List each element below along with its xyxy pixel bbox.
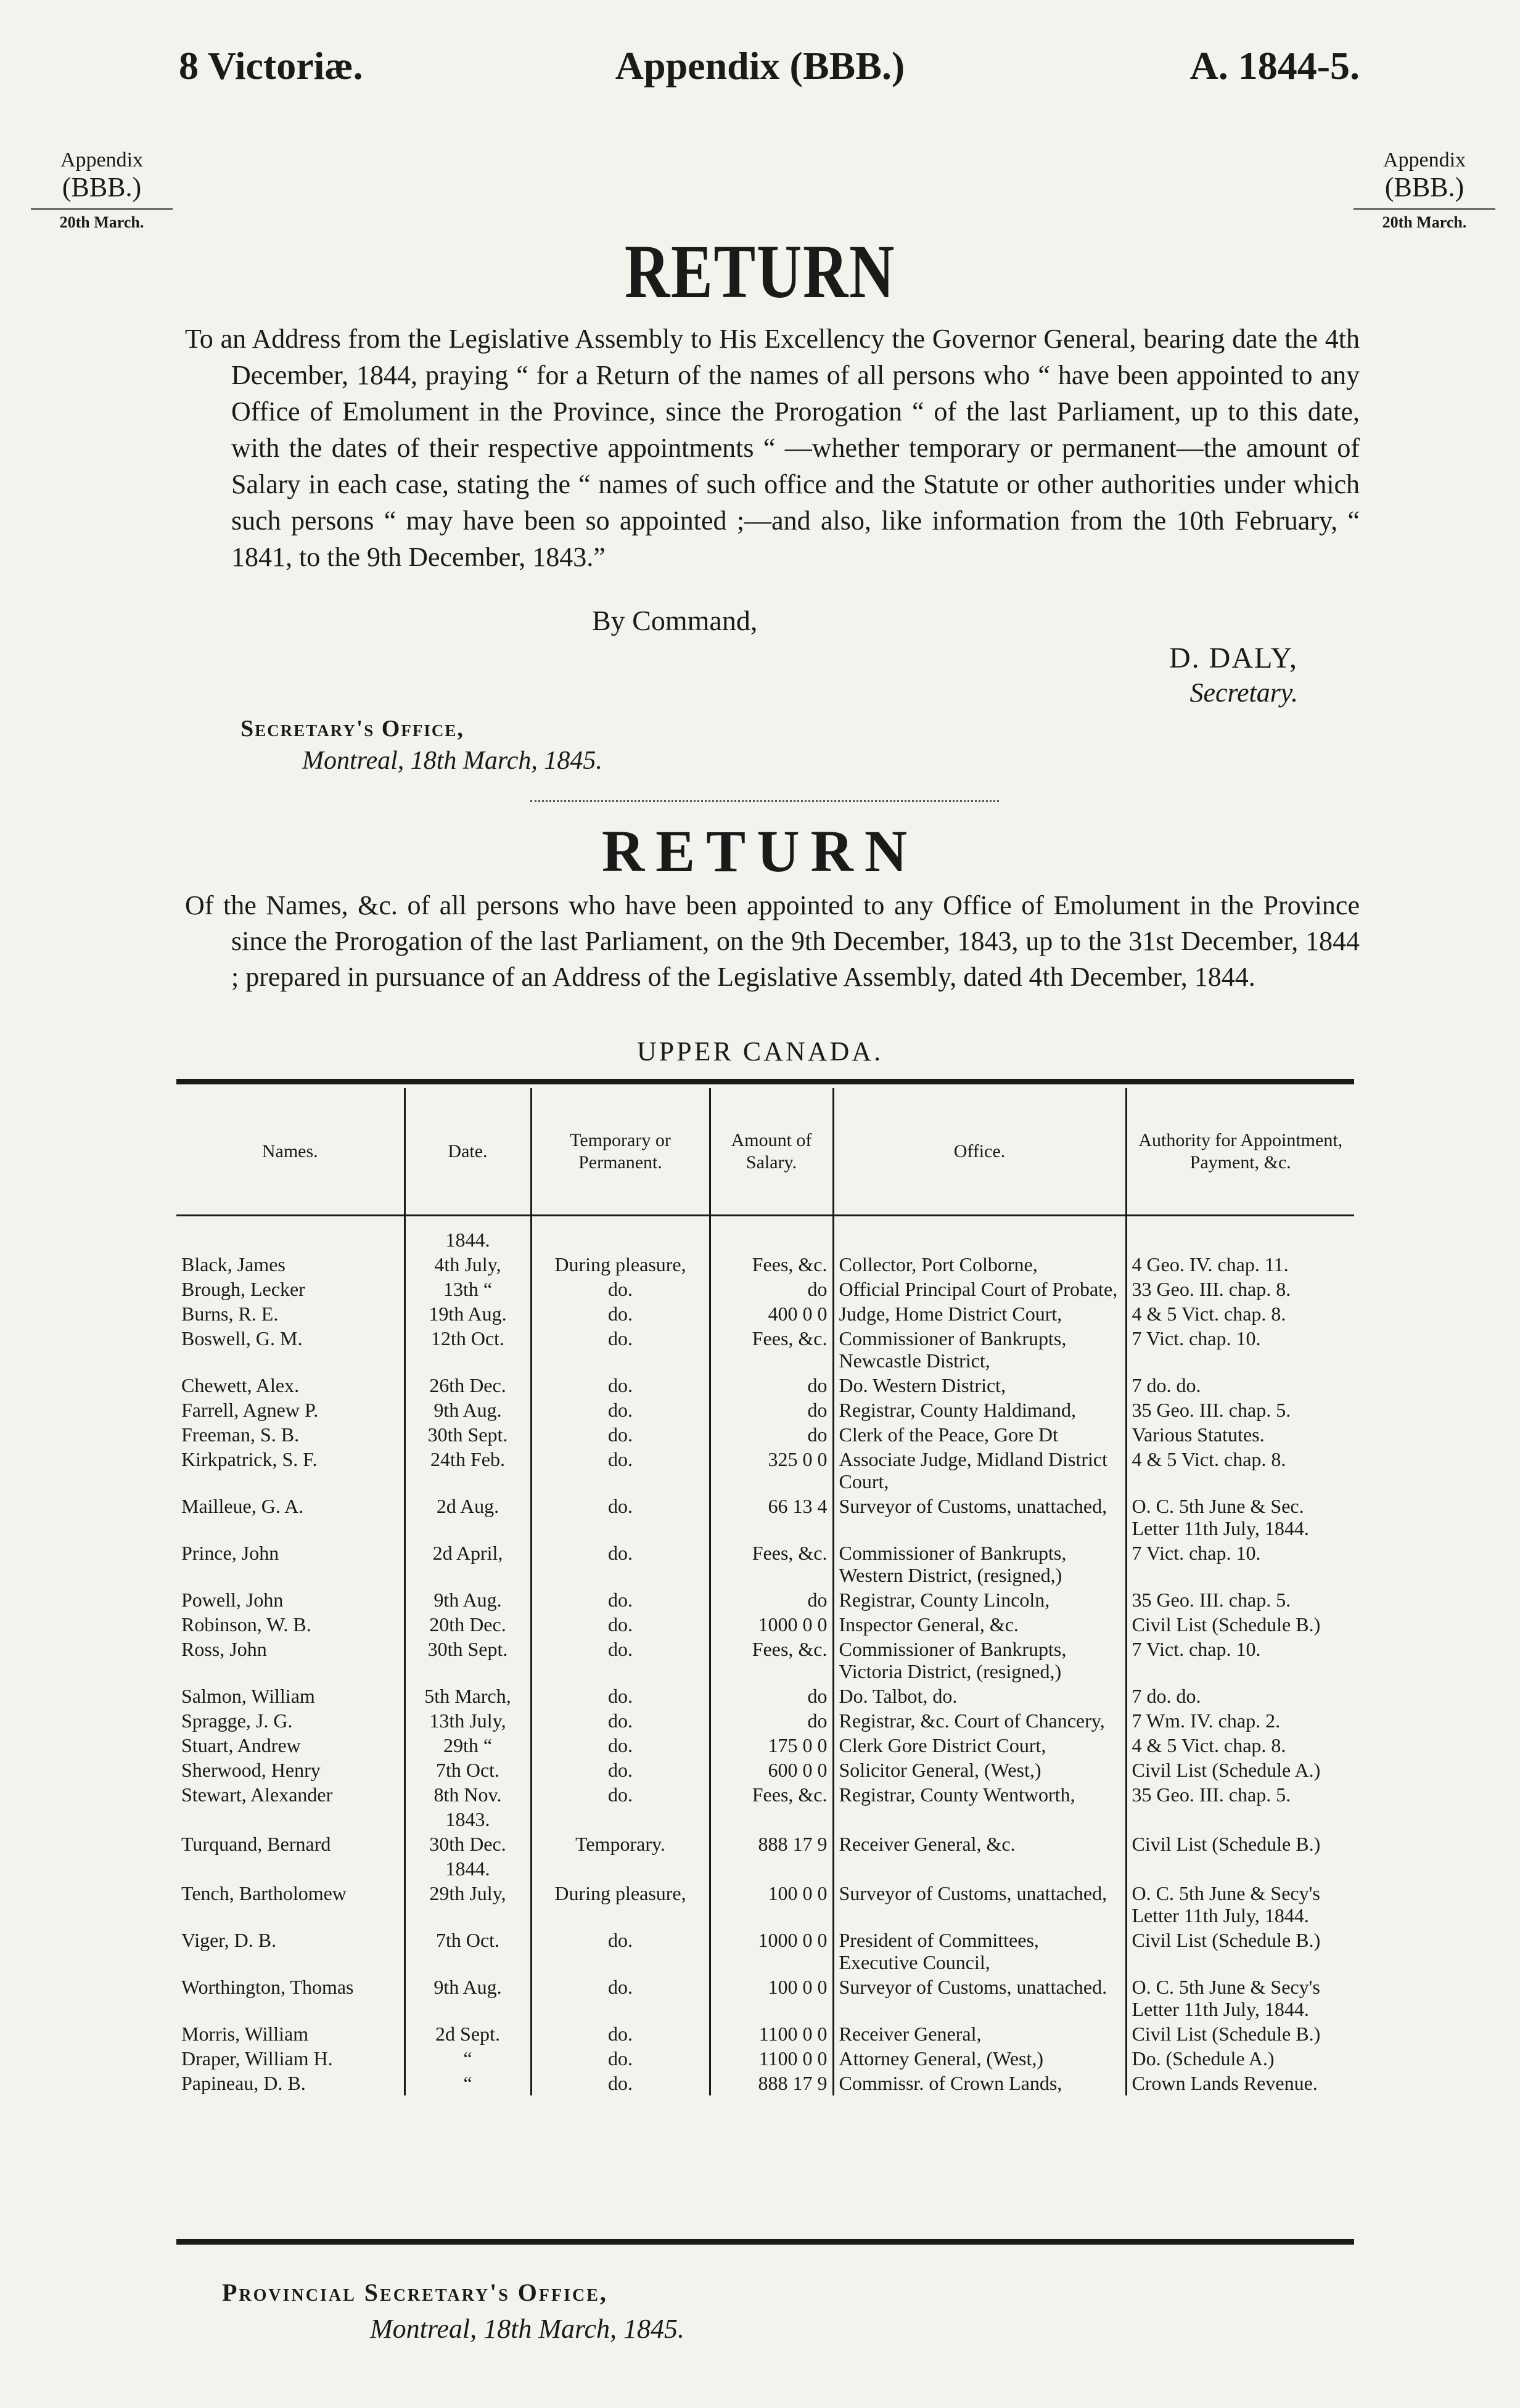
cell-amount: 1000 0 0 — [710, 1612, 833, 1637]
cell-office: Do. Western District, — [833, 1373, 1126, 1398]
cell-authority: Civil List (Schedule B.) — [1126, 2021, 1354, 2046]
margin-note-right-line1: Appendix — [1382, 149, 1466, 171]
cell-tenure: During pleasure, — [531, 1252, 710, 1277]
signer-name: D. DALY, — [1169, 642, 1298, 674]
cell-authority: Crown Lands Revenue. — [1126, 2071, 1354, 2095]
cell-authority: 7 do. do. — [1126, 1373, 1354, 1398]
section-divider — [530, 800, 999, 802]
cell-amount: do — [710, 1708, 833, 1733]
header-amount: Amount of Salary. — [710, 1088, 833, 1216]
first-return-paragraph: To an Address from the Legislative Assembly to His Excellency the Governor General, bearing date the 4th December, 1844, praying “ for a Return of the names of all persons who “ have been appointed to any Office of Emolument in the Province, since the Prorogation “ of the last Parliament, up to this date, with the dates of their respective appointments “ —whether temporary or permanent—the amount of Salary in each case, stating the “ names of such office and the Statute or other authorities under which such persons “ may have been so appointed ;—and also, like information from the 10th February, “ 1841, to the 9th December, 1843.” — [185, 324, 1360, 572]
margin-note-left — [31, 148, 173, 232]
cell-date: 13th “ — [405, 1277, 531, 1301]
year-row — [176, 1807, 1354, 1832]
cell-office: Attorney General, (West,) — [833, 2046, 1126, 2071]
cell-amount: Fees, &c. — [710, 1637, 833, 1684]
cell-date: 29th “ — [405, 1733, 531, 1758]
header-date: Date. — [405, 1088, 531, 1216]
table-row — [176, 1733, 1354, 1758]
table-row — [176, 1612, 1354, 1637]
cell-office: Receiver General, &c. — [833, 1832, 1126, 1856]
margin-note-right — [1354, 148, 1495, 232]
cell-date: 2d April, — [405, 1541, 531, 1587]
cell-name: Freeman, S. B. — [181, 1423, 300, 1446]
cell-name: Turquand, Bernard — [181, 1833, 331, 1855]
cell-authority: 7 Vict. chap. 10. — [1126, 1541, 1354, 1587]
table-body — [176, 1216, 1354, 2096]
table-row — [176, 1422, 1354, 1447]
cell-office: Registrar, County Haldimand, — [833, 1398, 1126, 1422]
header-rule-row — [176, 1216, 1354, 1228]
table-row — [176, 1277, 1354, 1301]
cell-authority: 35 Geo. III. chap. 5. — [1126, 1398, 1354, 1422]
cell-name: Papineau, D. B. — [181, 2072, 306, 2094]
cell-authority: 7 Wm. IV. chap. 2. — [1126, 1708, 1354, 1733]
cell-tenure: do. — [531, 1541, 710, 1587]
cell-tenure: do. — [531, 1494, 710, 1541]
cell-name: Mailleue, G. A. — [181, 1495, 304, 1517]
cell-date: 2d Sept. — [405, 2021, 531, 2046]
table-row — [176, 1301, 1354, 1326]
cell-tenure: do. — [531, 1733, 710, 1758]
cell-authority: Civil List (Schedule A.) — [1126, 1758, 1354, 1782]
year-row — [176, 1856, 1354, 1881]
cell-office: Receiver General, — [833, 2021, 1126, 2046]
cell-date: 30th Dec. — [405, 1832, 531, 1856]
table-row — [176, 1447, 1354, 1494]
cell-name: Tench, Bartholomew — [181, 1882, 347, 1904]
cell-name: Robinson, W. B. — [181, 1613, 311, 1636]
table-header-row — [176, 1088, 1354, 1216]
cell-office: Surveyor of Customs, unattached, — [833, 1494, 1126, 1541]
table-row — [176, 1758, 1354, 1782]
margin-note-left-line1: Appendix — [60, 149, 144, 171]
table-row — [176, 1587, 1354, 1612]
cell-office: Associate Judge, Midland District Court, — [833, 1447, 1126, 1494]
cell-office: Inspector General, &c. — [833, 1612, 1126, 1637]
cell-tenure: Temporary. — [531, 1832, 710, 1856]
table-row — [176, 1326, 1354, 1373]
cell-authority: 7 do. do. — [1126, 1684, 1354, 1708]
cell-tenure: do. — [531, 1326, 710, 1373]
cell-authority: Do. (Schedule A.) — [1126, 2046, 1354, 2071]
table-row — [176, 1881, 1354, 1928]
table-row — [176, 1373, 1354, 1398]
cell-tenure: do. — [531, 1758, 710, 1782]
cell-tenure: do. — [531, 2046, 710, 2071]
running-header-right: A. 1844-5. — [1189, 44, 1360, 88]
cell-tenure: do. — [531, 1373, 710, 1398]
cell-office: Commissr. of Crown Lands, — [833, 2071, 1126, 2095]
cell-name: Stewart, Alexander — [181, 1783, 333, 1806]
cell-office: Do. Talbot, do. — [833, 1684, 1126, 1708]
table-row — [176, 1832, 1354, 1856]
cell-name: Prince, John — [181, 1542, 279, 1564]
cell-tenure: do. — [531, 1398, 710, 1422]
table-row — [176, 2021, 1354, 2046]
cell-amount: 325 0 0 — [710, 1447, 833, 1494]
cell-tenure: do. — [531, 2021, 710, 2046]
cell-amount: 888 17 9 — [710, 1832, 833, 1856]
table-row — [176, 1975, 1354, 2021]
cell-authority: 4 Geo. IV. chap. 11. — [1126, 1252, 1354, 1277]
cell-authority: 4 & 5 Vict. chap. 8. — [1126, 1733, 1354, 1758]
cell-date: 7th Oct. — [405, 1928, 531, 1975]
cell-office: Registrar, County Lincoln, — [833, 1587, 1126, 1612]
cell-authority: 7 Vict. chap. 10. — [1126, 1326, 1354, 1373]
cell-tenure: do. — [531, 1587, 710, 1612]
cell-tenure: do. — [531, 1684, 710, 1708]
table-row — [176, 1928, 1354, 1975]
cell-amount: do — [710, 1684, 833, 1708]
cell-amount: 888 17 9 — [710, 2071, 833, 2095]
cell-tenure: During pleasure, — [531, 1881, 710, 1928]
cell-amount: 400 0 0 — [710, 1301, 833, 1326]
year-label: 1843. — [405, 1807, 531, 1832]
cell-authority: 35 Geo. III. chap. 5. — [1126, 1782, 1354, 1807]
cell-date: 13th July, — [405, 1708, 531, 1733]
table-row — [176, 1684, 1354, 1708]
cell-amount: Fees, &c. — [710, 1252, 833, 1277]
secretary-office: Secretary's Office, — [240, 716, 464, 742]
signer-title: Secretary. — [1189, 678, 1298, 708]
cell-tenure: do. — [531, 1301, 710, 1326]
cell-amount: do — [710, 1373, 833, 1398]
cell-office: Surveyor of Customs, unattached, — [833, 1881, 1126, 1928]
cell-authority: 33 Geo. III. chap. 8. — [1126, 1277, 1354, 1301]
cell-authority: Civil List (Schedule B.) — [1126, 1832, 1354, 1856]
cell-date: 9th Aug. — [405, 1398, 531, 1422]
table-row — [176, 1252, 1354, 1277]
cell-date: 30th Sept. — [405, 1637, 531, 1684]
cell-office: Commissioner of Bankrupts, Western District, (resigned,) — [833, 1541, 1126, 1587]
cell-amount: 66 13 4 — [710, 1494, 833, 1541]
table-row — [176, 1398, 1354, 1422]
table-top-rule — [176, 1079, 1354, 1084]
region-heading: UPPER CANADA. — [636, 1036, 884, 1067]
appointments-table — [176, 1088, 1354, 2095]
cell-tenure: do. — [531, 1422, 710, 1447]
header-authority: Authority for Appointment, Payment, &c. — [1126, 1088, 1354, 1216]
cell-amount: 1100 0 0 — [710, 2021, 833, 2046]
running-header-center: Appendix (BBB.) — [615, 44, 905, 88]
cell-tenure: do. — [531, 1637, 710, 1684]
cell-date: 12th Oct. — [405, 1326, 531, 1373]
cell-authority: Various Statutes. — [1126, 1422, 1354, 1447]
cell-tenure: do. — [531, 2071, 710, 2095]
cell-office: Solicitor General, (West,) — [833, 1758, 1126, 1782]
secretary-office-place-date: Montreal, 18th March, 1845. — [302, 747, 602, 775]
cell-office: President of Committees, Executive Council, — [833, 1928, 1126, 1975]
cell-office: Clerk of the Peace, Gore Dt — [833, 1422, 1126, 1447]
cell-office: Judge, Home District Court, — [833, 1301, 1126, 1326]
table-bottom-rule — [176, 2239, 1354, 2245]
cell-authority: Civil List (Schedule B.) — [1126, 1928, 1354, 1975]
cell-date: 9th Aug. — [405, 1587, 531, 1612]
cell-amount: 600 0 0 — [710, 1758, 833, 1782]
cell-name: Sherwood, Henry — [181, 1759, 321, 1781]
cell-office: Registrar, County Wentworth, — [833, 1782, 1126, 1807]
year-label: 1844. — [405, 1227, 531, 1252]
first-return-title: RETURN — [624, 229, 896, 314]
cell-amount: Fees, &c. — [710, 1541, 833, 1587]
cell-date: 19th Aug. — [405, 1301, 531, 1326]
cell-date: 9th Aug. — [405, 1975, 531, 2021]
cell-date: “ — [405, 2071, 531, 2095]
cell-name: Draper, William H. — [181, 2047, 333, 2070]
header-office: Office. — [833, 1088, 1126, 1216]
cell-tenure: do. — [531, 1975, 710, 2021]
cell-date: 8th Nov. — [405, 1782, 531, 1807]
cell-amount: do — [710, 1398, 833, 1422]
cell-tenure: do. — [531, 1708, 710, 1733]
margin-note-right-line2: (BBB.) — [1384, 172, 1465, 203]
cell-name: Farrell, Agnew P. — [181, 1399, 319, 1421]
table-row — [176, 2046, 1354, 2071]
cell-name: Burns, R. E. — [181, 1303, 279, 1325]
cell-office: Clerk Gore District Court, — [833, 1733, 1126, 1758]
cell-date: 2d Aug. — [405, 1494, 531, 1541]
cell-amount: 100 0 0 — [710, 1975, 833, 2021]
cell-amount: do — [710, 1277, 833, 1301]
table-row — [176, 1708, 1354, 1733]
cell-amount: 1100 0 0 — [710, 2046, 833, 2071]
second-return-paragraph: Of the Names, &c. of all persons who have been appointed to any Office of Emolument in the Province since the Prorogation of the last Parliament, on the 9th December, 1843, up to the 31st December, 1844 ; prepared in pursuance of an Address of the Legislative Assembly, dated 4th December, 1844. — [185, 890, 1360, 992]
cell-date: “ — [405, 2046, 531, 2071]
table-row — [176, 2071, 1354, 2095]
cell-amount: 100 0 0 — [710, 1881, 833, 1928]
cell-authority: Civil List (Schedule B.) — [1126, 1612, 1354, 1637]
cell-name: Powell, John — [181, 1589, 284, 1611]
cell-name: Boswell, G. M. — [181, 1327, 303, 1349]
table-row — [176, 1494, 1354, 1541]
cell-date: 7th Oct. — [405, 1758, 531, 1782]
cell-date: 20th Dec. — [405, 1612, 531, 1637]
cell-amount: Fees, &c. — [710, 1782, 833, 1807]
cell-amount: 175 0 0 — [710, 1733, 833, 1758]
cell-office: Collector, Port Colborne, — [833, 1252, 1126, 1277]
cell-name: Salmon, William — [181, 1685, 315, 1707]
provincial-secretary-place-date: Montreal, 18th March, 1845. — [370, 2314, 685, 2344]
cell-tenure: do. — [531, 1277, 710, 1301]
cell-tenure: do. — [531, 1928, 710, 1975]
cell-office: Commissioner of Bankrupts, Victoria District, (resigned,) — [833, 1637, 1126, 1684]
cell-date: 4th July, — [405, 1252, 531, 1277]
table-row — [176, 1782, 1354, 1807]
cell-amount: Fees, &c. — [710, 1326, 833, 1373]
cell-tenure: do. — [531, 1447, 710, 1494]
cell-name: Chewett, Alex. — [181, 1374, 300, 1396]
cell-name: Brough, Lecker — [181, 1278, 305, 1300]
cell-name: Viger, D. B. — [181, 1929, 277, 1951]
header-temporary: Temporary or Permanent. — [531, 1088, 710, 1216]
year-label: 1844. — [405, 1856, 531, 1881]
cell-authority: O. C. 5th June & Sec. Letter 11th July, 1844. — [1126, 1494, 1354, 1541]
header-names: Names. — [261, 1141, 318, 1161]
table-row — [176, 1637, 1354, 1684]
cell-office: Surveyor of Customs, unattached. — [833, 1975, 1126, 2021]
cell-authority: 4 & 5 Vict. chap. 8. — [1126, 1301, 1354, 1326]
cell-authority: O. C. 5th June & Secy's Letter 11th July, 1844. — [1126, 1975, 1354, 2021]
provincial-secretary-office: Provincial Secretary's Office, — [222, 2279, 608, 2306]
cell-office: Official Principal Court of Probate, — [833, 1277, 1126, 1301]
margin-note-left-line3: 20th March. — [31, 208, 173, 232]
cell-name: Kirkpatrick, S. F. — [181, 1448, 318, 1470]
cell-name: Ross, John — [181, 1638, 267, 1660]
cell-date: 30th Sept. — [405, 1422, 531, 1447]
cell-date: 26th Dec. — [405, 1373, 531, 1398]
cell-date: 24th Feb. — [405, 1447, 531, 1494]
cell-authority: O. C. 5th June & Secy's Letter 11th July, 1844. — [1126, 1881, 1354, 1928]
margin-note-left-line2: (BBB.) — [62, 172, 142, 203]
margin-note-right-line3: 20th March. — [1354, 208, 1495, 232]
cell-name: Black, James — [181, 1253, 286, 1276]
running-header-left: 8 Victoriæ. — [179, 44, 363, 88]
second-return-title: RETURN — [601, 818, 919, 884]
cell-name: Morris, William — [181, 2023, 309, 2045]
cell-name: Spragge, J. G. — [181, 1710, 293, 1732]
table-row — [176, 1541, 1354, 1587]
cell-amount: do — [710, 1422, 833, 1447]
year-row — [176, 1227, 1354, 1252]
cell-tenure: do. — [531, 1782, 710, 1807]
cell-office: Registrar, &c. Court of Chancery, — [833, 1708, 1126, 1733]
cell-authority: 7 Vict. chap. 10. — [1126, 1637, 1354, 1684]
cell-name: Worthington, Thomas — [181, 1976, 354, 1998]
cell-authority: 35 Geo. III. chap. 5. — [1126, 1587, 1354, 1612]
cell-amount: 1000 0 0 — [710, 1928, 833, 1975]
cell-name: Stuart, Andrew — [181, 1734, 301, 1756]
cell-date: 5th March, — [405, 1684, 531, 1708]
cell-tenure: do. — [531, 1612, 710, 1637]
cell-office: Commissioner of Bankrupts, Newcastle District, — [833, 1326, 1126, 1373]
cell-date: 29th July, — [405, 1881, 531, 1928]
by-command: By Command, — [592, 605, 758, 636]
cell-authority: 4 & 5 Vict. chap. 8. — [1126, 1447, 1354, 1494]
cell-amount: do — [710, 1587, 833, 1612]
